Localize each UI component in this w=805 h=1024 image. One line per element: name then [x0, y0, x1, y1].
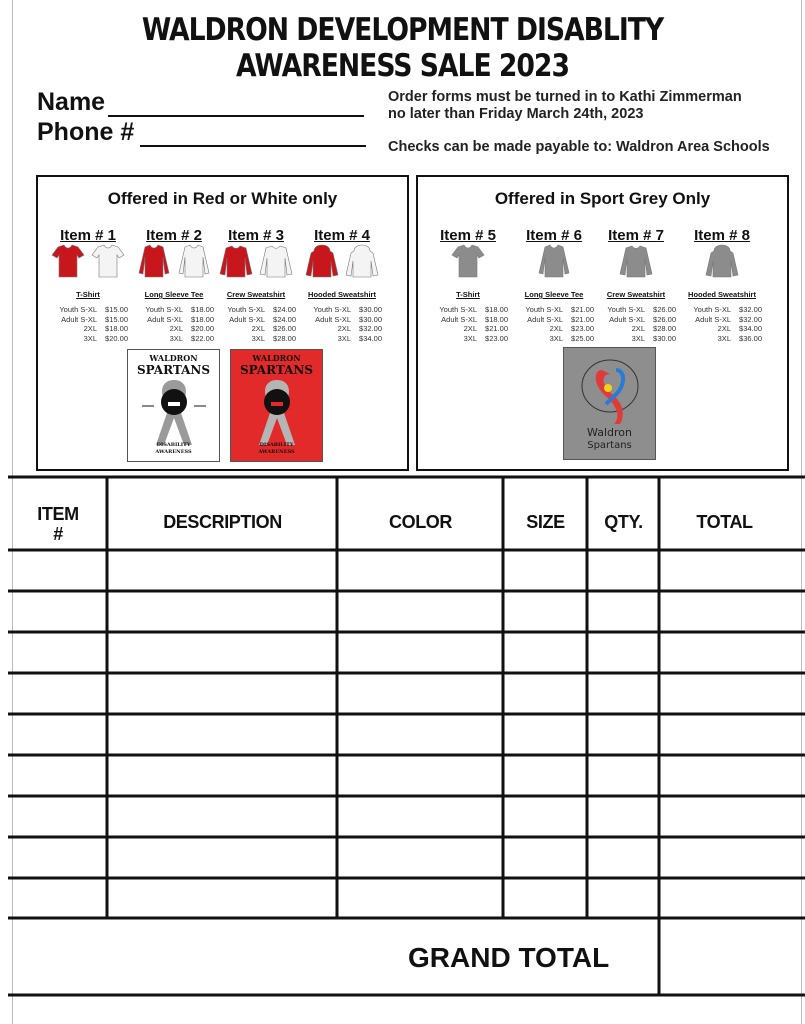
order-row-4-description-cell[interactable]	[110, 676, 334, 711]
price-row: 3XL $28.00	[251, 333, 296, 343]
price-row: 2XL $21.00	[463, 324, 508, 333]
order-row-5-qty-cell[interactable]	[590, 717, 656, 752]
price-row: 2XL $26.00	[251, 324, 296, 333]
order-row-1-description-cell[interactable]	[110, 553, 334, 588]
price-row: Adult S-XL $32.00	[695, 314, 762, 324]
name-label: Name	[37, 88, 106, 116]
order-row-6-qty-cell[interactable]	[590, 758, 656, 793]
order-row-1-total-cell[interactable]	[662, 553, 800, 588]
phone-label: Phone #	[37, 118, 135, 146]
instruction-line-2: no later than Friday March 24th, 2023	[388, 106, 644, 122]
order-row-2-item-cell[interactable]	[13, 594, 104, 629]
price-row: 3XL $30.00	[631, 333, 676, 343]
item-name: Hooded Sweatshirt	[308, 290, 376, 299]
item-name: Long Sleeve Tee	[144, 290, 204, 299]
price-row: 3XL $20.00	[83, 333, 128, 343]
price-row: 2XL $18.00	[83, 324, 128, 333]
order-row-7-description-cell[interactable]	[110, 799, 334, 834]
order-row-4-size-cell[interactable]	[506, 676, 584, 711]
order-row-3-total-cell[interactable]	[662, 635, 800, 670]
price-row: 2XL $23.00	[549, 324, 594, 333]
order-row-1-qty-cell[interactable]	[590, 553, 656, 588]
price-row: 3XL $22.00	[169, 333, 214, 343]
order-row-2-qty-cell[interactable]	[590, 594, 656, 629]
item-number: Item # 4	[314, 227, 370, 244]
order-row-5-item-cell[interactable]	[13, 717, 104, 752]
order-row-3-size-cell[interactable]	[506, 635, 584, 670]
order-row-7-total-cell[interactable]	[662, 799, 800, 834]
price-row: Youth S-XL $30.00	[313, 305, 382, 314]
price-row: Adult S-XL $18.00	[147, 314, 214, 324]
order-row-8-description-cell[interactable]	[110, 840, 334, 875]
order-row-1-item-cell[interactable]	[13, 553, 104, 588]
price-row: 2XL $20.00	[169, 324, 214, 333]
col-size-header: SIZE	[526, 512, 565, 532]
order-row-3-qty-cell[interactable]	[590, 635, 656, 670]
order-row-7-qty-cell[interactable]	[590, 799, 656, 834]
item-number: Item # 3	[228, 227, 284, 244]
order-row-1-size-cell[interactable]	[506, 553, 584, 588]
price-row: Adult S-XL $18.00	[441, 314, 508, 324]
order-row-8-total-cell[interactable]	[662, 840, 800, 875]
col-total-header: TOTAL	[696, 512, 753, 532]
order-row-6-description-cell[interactable]	[110, 758, 334, 793]
order-row-6-total-cell[interactable]	[662, 758, 800, 793]
order-row-7-color-cell[interactable]	[340, 799, 500, 834]
price-row: Adult S-XL $26.00	[609, 314, 676, 324]
page-title: WALDRON DEVELOPMENT DISABLITY AWARENESS SALE 2023	[141, 12, 664, 84]
col-qty-header: QTY.	[604, 512, 643, 532]
item-name: Crew Sweatshirt	[606, 290, 666, 299]
payment-note: Checks can be made payable to: Waldron Area Schools	[388, 139, 770, 155]
order-row-8-size-cell[interactable]	[506, 840, 584, 875]
price-row: Adult S-XL $15.00	[61, 314, 128, 324]
order-row-7-size-cell[interactable]	[506, 799, 584, 834]
item-number: Item # 8	[694, 227, 750, 244]
price-row: 2XL $32.00	[337, 324, 382, 333]
waldron-spartans-drawing: Waldron Spartans	[563, 347, 656, 460]
price-row: Youth S-XL $32.00	[693, 305, 762, 314]
price-row: Adult S-XL $24.00	[229, 314, 296, 324]
instruction-line-1: Order forms must be turned in to Kathi Zimmerman	[388, 89, 742, 105]
order-row-2-color-cell[interactable]	[340, 594, 500, 629]
price-row: Adult S-XL $21.00	[527, 314, 594, 324]
order-row-8-qty-cell[interactable]	[590, 840, 656, 875]
item-name: Crew Sweatshirt	[226, 290, 286, 299]
order-row-6-item-cell[interactable]	[13, 758, 104, 793]
order-row-3-item-cell[interactable]	[13, 635, 104, 670]
item-name: T-Shirt	[76, 290, 100, 299]
item-name: Long Sleeve Tee	[524, 290, 584, 299]
price-row: 3XL $36.00	[717, 333, 762, 343]
order-row-9-qty-cell[interactable]	[590, 881, 656, 916]
order-row-9-color-cell[interactable]	[340, 881, 500, 916]
spartans-logo-white: WALDRON SPARTANS DISABILITY AWARENESS	[127, 349, 220, 462]
order-row-2-description-cell[interactable]	[110, 594, 334, 629]
order-row-6-size-cell[interactable]	[506, 758, 584, 793]
order-row-8-item-cell[interactable]	[13, 840, 104, 875]
order-row-4-item-cell[interactable]	[13, 676, 104, 711]
order-row-4-total-cell[interactable]	[662, 676, 800, 711]
order-row-5-size-cell[interactable]	[506, 717, 584, 752]
price-row: Youth S-XL $21.00	[525, 305, 594, 314]
item-number: Item # 2	[146, 227, 202, 244]
order-row-3-description-cell[interactable]	[110, 635, 334, 670]
order-row-9-description-cell[interactable]	[110, 881, 334, 916]
price-row: Adult S-XL $30.00	[315, 314, 382, 324]
price-row: Youth S-XL $24.00	[227, 305, 296, 314]
order-row-9-size-cell[interactable]	[506, 881, 584, 916]
section-heading: Offered in Sport Grey Only	[494, 189, 711, 208]
order-row-9-item-cell[interactable]	[13, 881, 104, 916]
order-row-4-qty-cell[interactable]	[590, 676, 656, 711]
order-row-5-description-cell[interactable]	[110, 717, 334, 752]
item-number: Item # 1	[60, 227, 116, 244]
col-item-header: ITEM #	[37, 504, 79, 544]
price-row: 2XL $28.00	[631, 324, 676, 333]
price-row: 3XL $23.00	[463, 333, 508, 343]
price-row: Youth S-XL $18.00	[439, 305, 508, 314]
section-heading: Offered in Red or White only	[107, 189, 338, 208]
order-row-4-color-cell[interactable]	[340, 676, 500, 711]
price-row: 3XL $25.00	[549, 333, 594, 343]
order-row-7-item-cell[interactable]	[13, 799, 104, 834]
grand-total-cell[interactable]	[662, 921, 802, 992]
item-name: Hooded Sweatshirt	[688, 290, 756, 299]
order-row-1-color-cell[interactable]	[340, 553, 500, 588]
price-row: Youth S-XL $15.00	[59, 305, 128, 314]
order-row-5-color-cell[interactable]	[340, 717, 500, 752]
price-row: Youth S-XL $26.00	[607, 305, 676, 314]
order-row-2-size-cell[interactable]	[506, 594, 584, 629]
item-number: Item # 7	[608, 227, 664, 244]
col-color-header: COLOR	[389, 512, 452, 532]
price-row: 3XL $34.00	[337, 333, 382, 343]
item-name: T-Shirt	[456, 290, 480, 299]
price-row: 2XL $34.00	[717, 324, 762, 333]
order-row-2-total-cell[interactable]	[662, 594, 800, 629]
order-row-9-total-cell[interactable]	[662, 881, 800, 916]
order-row-8-color-cell[interactable]	[340, 840, 500, 875]
grand-total-label: GRAND TOTAL	[408, 942, 610, 973]
order-row-5-total-cell[interactable]	[662, 717, 800, 752]
item-number: Item # 5	[440, 227, 496, 244]
spartans-logo-red: WALDRON SPARTANS DISABILITY AWARENESS	[230, 349, 323, 462]
price-row: Youth S-XL $18.00	[145, 305, 214, 314]
item-number: Item # 6	[526, 227, 582, 244]
order-row-6-color-cell[interactable]	[340, 758, 500, 793]
col-description-header: DESCRIPTION	[163, 512, 282, 532]
order-row-3-color-cell[interactable]	[340, 635, 500, 670]
